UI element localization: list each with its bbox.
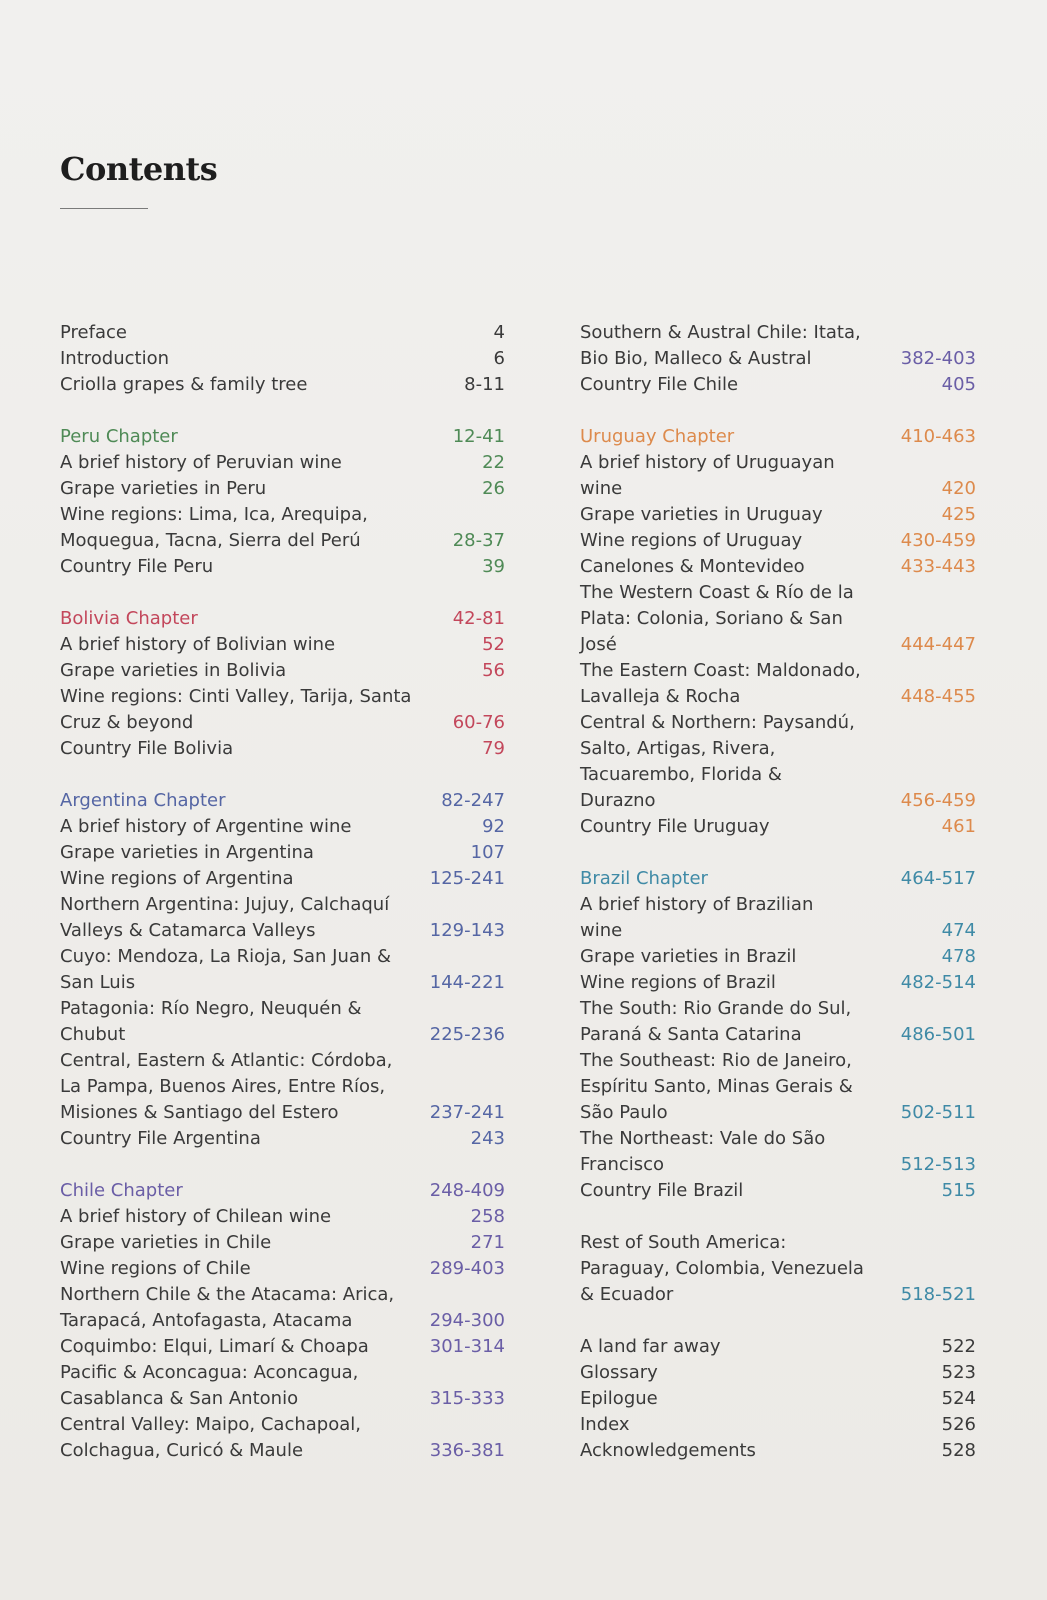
toc-entry-label: The Southeast: Rio de Janeiro, Espíritu Santo, Minas Gerais & São Paulo	[580, 1050, 853, 1123]
toc-entry-label: Brazil Chapter	[580, 868, 708, 889]
toc-entry-label: Country File Peru	[60, 556, 214, 577]
toc-entry-page: 410-463	[900, 426, 976, 447]
toc-entry-page: 92	[482, 816, 505, 837]
toc-entry-label: Uruguay Chapter	[580, 426, 735, 447]
toc-entry	[60, 1256, 505, 1282]
toc-entry-page: 512-513	[900, 1154, 976, 1175]
toc-entry-label: The Eastern Coast: Maldonado, Lavalleja & Rocha	[580, 660, 861, 707]
toc-entry	[60, 996, 505, 1048]
toc-entry	[580, 1412, 976, 1438]
toc-entry-page: 486-501	[900, 1024, 976, 1045]
toc-entry-page: 129-143	[429, 920, 505, 941]
toc-entry-label: Southern & Austral Chile: Itata, Bio Bio, Malleco & Austral	[580, 322, 861, 369]
toc-entry-label: A brief history of Bolivian wine	[60, 634, 336, 655]
toc-entry-label: Canelones & Montevideo	[580, 556, 805, 577]
toc-entry-label: Coquimbo: Elqui, Limarí & Choapa	[60, 1336, 369, 1357]
toc-entry-label: A brief history of Uruguayan wine	[580, 452, 835, 499]
toc-entry-label: The South: Rio Grande do Sul, Paraná & Santa Catarina	[580, 998, 852, 1045]
toc-entry	[60, 476, 505, 502]
toc-entry-label: Country File Brazil	[580, 1180, 744, 1201]
toc-entry	[60, 1282, 505, 1334]
toc-entry-page: 524	[941, 1388, 976, 1409]
toc-entry-label: Cuyo: Mendoza, La Rioja, San Juan & San Luis	[60, 946, 392, 993]
toc-entry-label: Central & Northern: Paysandú, Salto, Artigas, Rivera, Tacuarembo, Florida & Durazno	[580, 712, 855, 811]
toc-entry-page: 315-333	[429, 1388, 505, 1409]
toc-entry	[580, 1360, 976, 1386]
toc-section	[580, 866, 976, 1204]
toc-entry	[60, 684, 505, 736]
toc-entry-label: Rest of South America: Paraguay, Colombia, Venezuela & Ecuador	[580, 1232, 864, 1305]
toc-entry-label: Country File Chile	[580, 374, 739, 395]
toc-entry	[60, 1412, 505, 1464]
toc-entry	[580, 710, 976, 814]
toc-entry-page: 271	[470, 1232, 505, 1253]
toc-entry-label: Grape varieties in Chile	[60, 1232, 272, 1253]
toc-entry-page: 225-236	[429, 1024, 505, 1045]
toc-entry-page: 482-514	[900, 972, 976, 993]
toc-entry-label: Wine regions: Lima, Ica, Arequipa, Moquegua, Tacna, Sierra del Perú	[60, 504, 368, 551]
toc-entry	[580, 814, 976, 840]
toc-entry-page: 405	[941, 374, 976, 395]
toc-section	[580, 424, 976, 840]
toc-entry-page: 248-409	[429, 1180, 505, 1201]
toc-entry-label: Country File Argentina	[60, 1128, 261, 1149]
toc-entry-page: 301-314	[429, 1336, 505, 1357]
toc-entry-label: Grape varieties in Bolivia	[60, 660, 287, 681]
toc-entry	[60, 658, 505, 684]
toc-entry-page: 522	[941, 1336, 976, 1357]
toc-entry-label: Wine regions of Brazil	[580, 972, 776, 993]
toc-entry	[580, 580, 976, 658]
toc-entry	[580, 970, 976, 996]
toc-entry-label: A land far away	[580, 1336, 721, 1357]
toc-entry-page: 82-247	[441, 790, 505, 811]
toc-section	[60, 1178, 505, 1464]
toc-entry-page: 478	[941, 946, 976, 967]
toc-entry-label: A brief history of Brazilian wine	[580, 894, 814, 941]
toc-entry-label: Grape varieties in Uruguay	[580, 504, 823, 525]
toc-entry	[60, 632, 505, 658]
toc-entry	[60, 866, 505, 892]
toc-entry	[60, 450, 505, 476]
toc-entry-label: Grape varieties in Peru	[60, 478, 267, 499]
toc-entry-page: 523	[941, 1362, 976, 1383]
toc-entry-label: Preface	[60, 322, 127, 343]
toc-entry	[60, 1334, 505, 1360]
toc-entry-page: 107	[470, 842, 505, 863]
toc-entry-label: Epilogue	[580, 1388, 658, 1409]
toc-entry-label: A brief history of Peruvian wine	[60, 452, 342, 473]
toc-entry	[60, 372, 505, 398]
toc-section	[60, 606, 505, 762]
toc-entry-page: 294-300	[429, 1310, 505, 1331]
toc-entry-label: Patagonia: Río Negro, Neuquén & Chubut	[60, 998, 362, 1045]
toc-entry-label: Peru Chapter	[60, 426, 178, 447]
toc-entry-page: 39	[482, 556, 505, 577]
toc-entry	[580, 1230, 976, 1308]
toc-entry-page: 258	[470, 1206, 505, 1227]
title-underline	[60, 208, 148, 209]
toc-entry	[60, 554, 505, 580]
toc-entry-page: 456-459	[900, 790, 976, 811]
toc-entry-page: 461	[941, 816, 976, 837]
toc-entry-page: 420	[941, 478, 976, 499]
toc-entry-page: 289-403	[429, 1258, 505, 1279]
toc-entry	[60, 840, 505, 866]
toc-entry-page: 125-241	[429, 868, 505, 889]
toc-entry-page: 79	[482, 738, 505, 759]
toc-entry-page: 425	[941, 504, 976, 525]
toc-entry-label: Northern Chile & the Atacama: Arica, Tarapacá, Antofagasta, Atacama	[60, 1284, 395, 1331]
toc-entry-page: 56	[482, 660, 505, 681]
toc-entry-label: Country File Bolivia	[60, 738, 234, 759]
toc-entry	[60, 502, 505, 554]
toc-entry-page: 243	[470, 1128, 505, 1149]
toc-entry-label: Wine regions: Cinti Valley, Tarija, Santa Cruz & beyond	[60, 686, 412, 733]
toc-entry-page: 518-521	[900, 1284, 976, 1305]
toc-entry-label: Index	[580, 1414, 630, 1435]
toc-entry-label: Wine regions of Chile	[60, 1258, 251, 1279]
toc-entry-page: 4	[493, 322, 505, 343]
toc-entry-page: 237-241	[429, 1102, 505, 1123]
toc-entry-page: 444-447	[900, 634, 976, 655]
toc-section	[60, 320, 505, 398]
toc-entry	[60, 1048, 505, 1126]
toc-entry-label: Pacific & Aconcagua: Aconcagua, Casablanca & San Antonio	[60, 1362, 359, 1409]
toc-entry-page: 42-81	[452, 608, 505, 629]
toc-section	[60, 788, 505, 1152]
toc-entry	[580, 996, 976, 1048]
page-title: Contents	[60, 150, 218, 188]
toc-entry-label: Grape varieties in Brazil	[580, 946, 797, 967]
toc-entry-page: 502-511	[900, 1102, 976, 1123]
toc-entry-page: 52	[482, 634, 505, 655]
chapter-heading	[580, 424, 976, 450]
toc-section	[580, 1230, 976, 1308]
toc-entry-page: 474	[941, 920, 976, 941]
toc-entry	[60, 892, 505, 944]
toc-entry-page: 464-517	[900, 868, 976, 889]
toc-entry-label: Northern Argentina: Jujuy, Calchaquí Valleys & Catamarca Valleys	[60, 894, 390, 941]
toc-entry-label: Wine regions of Argentina	[60, 868, 294, 889]
toc-entry-page: 12-41	[452, 426, 505, 447]
toc-entry	[580, 1048, 976, 1126]
toc-entry-label: The Western Coast & Río de la Plata: Colonia, Soriano & San José	[580, 582, 854, 655]
toc-entry-page: 8-11	[464, 374, 505, 395]
toc-entry	[580, 1334, 976, 1360]
toc-entry	[60, 320, 505, 346]
toc-entry	[580, 1386, 976, 1412]
chapter-heading	[60, 1178, 505, 1204]
toc-entry-label: Central Valley: Maipo, Cachapoal, Colchagua, Curicó & Maule	[60, 1414, 361, 1461]
toc-entry-label: Criolla grapes & family tree	[60, 374, 308, 395]
toc-entry	[580, 944, 976, 970]
toc-entry-page: 144-221	[429, 972, 505, 993]
contents-column-left	[60, 320, 505, 1490]
toc-entry-label: Central, Eastern & Atlantic: Córdoba, La Pampa, Buenos Aires, Entre Ríos, Misiones & Santiago del Estero	[60, 1050, 393, 1123]
toc-entry-page: 382-403	[900, 348, 976, 369]
toc-entry	[580, 372, 976, 398]
toc-entry-label: A brief history of Chilean wine	[60, 1206, 332, 1227]
chapter-heading	[60, 424, 505, 450]
toc-entry-page: 6	[493, 348, 505, 369]
toc-entry-label: Glossary	[580, 1362, 658, 1383]
toc-entry-label: The Northeast: Vale do São Francisco	[580, 1128, 826, 1175]
toc-entry	[60, 736, 505, 762]
chapter-heading	[60, 788, 505, 814]
toc-entry-label: Country File Uruguay	[580, 816, 770, 837]
toc-entry-page: 515	[941, 1180, 976, 1201]
chapter-heading	[580, 866, 976, 892]
toc-entry-page: 22	[482, 452, 505, 473]
toc-entry-page: 433-443	[900, 556, 976, 577]
toc-entry	[580, 554, 976, 580]
toc-entry-page: 28-37	[452, 530, 505, 551]
toc-entry-label: Argentina Chapter	[60, 790, 226, 811]
toc-entry	[580, 1438, 976, 1464]
toc-entry	[60, 346, 505, 372]
toc-entry	[580, 320, 976, 372]
toc-entry-page: 430-459	[900, 530, 976, 551]
toc-entry-label: Introduction	[60, 348, 170, 369]
toc-entry	[580, 1178, 976, 1204]
toc-entry-page: 526	[941, 1414, 976, 1435]
toc-entry	[580, 658, 976, 710]
toc-entry	[60, 1360, 505, 1412]
toc-entry-label: A brief history of Argentine wine	[60, 816, 352, 837]
contents-column-right	[580, 320, 976, 1490]
toc-entry	[580, 892, 976, 944]
toc-entry-label: Chile Chapter	[60, 1180, 183, 1201]
toc-entry	[60, 1230, 505, 1256]
toc-entry	[60, 1204, 505, 1230]
toc-entry-label: Bolivia Chapter	[60, 608, 198, 629]
toc-entry-page: 448-455	[900, 686, 976, 707]
toc-entry-page: 26	[482, 478, 505, 499]
toc-entry-page: 528	[941, 1440, 976, 1461]
toc-entry-label: Wine regions of Uruguay	[580, 530, 803, 551]
toc-entry-page: 60-76	[452, 712, 505, 733]
toc-section	[580, 1334, 976, 1464]
toc-entry-label: Acknowledgements	[580, 1440, 756, 1461]
toc-entry	[60, 814, 505, 840]
toc-entry	[580, 1126, 976, 1178]
toc-section	[580, 320, 976, 398]
toc-section	[60, 424, 505, 580]
toc-entry-page: 336-381	[429, 1440, 505, 1461]
toc-entry	[580, 528, 976, 554]
toc-entry	[60, 1126, 505, 1152]
chapter-heading	[60, 606, 505, 632]
toc-entry	[580, 450, 976, 502]
toc-entry	[60, 944, 505, 996]
toc-entry-label: Grape varieties in Argentina	[60, 842, 314, 863]
toc-entry	[580, 502, 976, 528]
